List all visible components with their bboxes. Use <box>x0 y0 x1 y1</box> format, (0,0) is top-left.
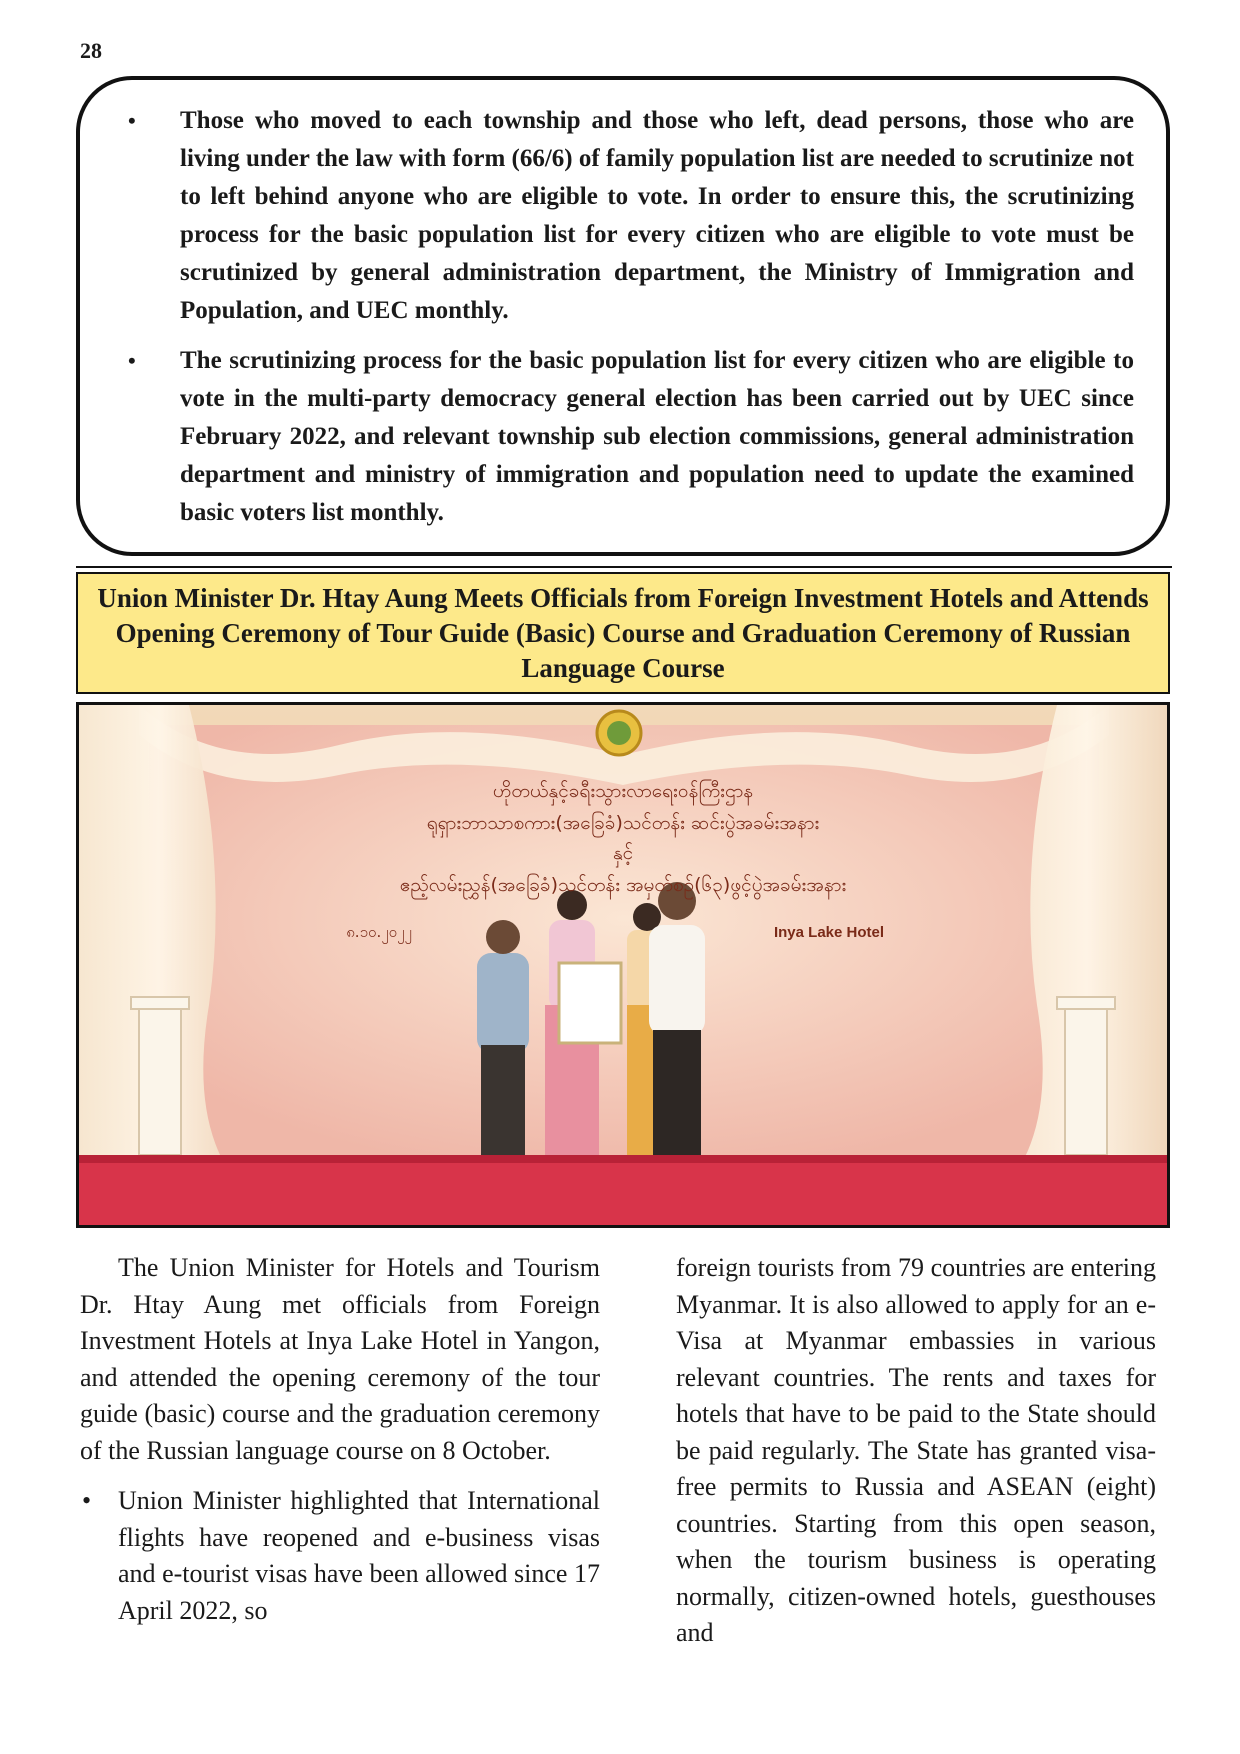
presenter-figure <box>477 920 529 1155</box>
info-bullet-text: The scrutinizing process for the basic population list for every citizen who are eligible to vote in the multi-party democracy general election has been carried out by UEC since February 2022, and relevant township sub election commissions, general administration department and ministry of immigration and population need to update the examined basic voters list monthly. <box>180 347 1134 526</box>
article-column-right <box>676 1250 1156 1652</box>
article-headline: Union Minister Dr. Htay Aung Meets Officials from Foreign Investment Hotels and Attends Opening Ceremony of Tour Guide (Basic) Course and Graduation Ceremony of Russian Language Course <box>97 582 1149 683</box>
section-divider <box>76 566 1172 568</box>
article-headline-box <box>76 572 1170 694</box>
banner-line: ဟိုတယ်နှင့်ခရီးသွားလာရေးဝန်ကြီးဌာန <box>492 780 754 802</box>
ceremony-photo <box>76 702 1170 1228</box>
banner-venue: Inya Lake Hotel <box>773 924 885 941</box>
info-bullet-list <box>110 102 1134 544</box>
banner-line: ဧည့်လမ်းညွှန်(အခြေခံ)သင်တန်း အမှတ်စဉ်(၆၃)ဖွင့်ပွဲအခမ်းအနား <box>399 874 847 896</box>
info-bullet-item <box>110 102 1134 330</box>
banner-line: ရုရှားဘာသာစကား(အခြေခံ)သင်တန်း ဆင်းပွဲအခမ်းအနား <box>426 812 820 834</box>
bullet-icon: • <box>128 348 136 373</box>
banner-line: နှင့် <box>612 842 634 864</box>
info-bullet-item <box>110 342 1134 532</box>
article-paragraph: foreign tourists from 79 countries are entering Myanmar. It is also allowed to apply for an e-Visa at Myanmar embassies in various relevant countries. The rents and taxes for hotels that have to be paid to the State should be paid regularly. The State has granted visa-free permits to Russia and ASEAN (eight) countries. Starting from this open season, when the tourism business is operating normally, citizen-owned hotels, guesthouses and <box>676 1253 1156 1647</box>
info-bullet-text: Those who moved to each township and those who left, dead persons, those who are living under the law with form (66/6) of family population list are needed to scrutinize not to left behind anyone who are eligible to vote. In order to ensure this, the scrutinizing process for the basic population list for every citizen who are eligible to vote must be scrutinized by general administration department, the Ministry of Immigration and Population, and UEC monthly. <box>180 107 1134 324</box>
bullet-icon: • <box>82 1486 92 1515</box>
article-paragraph: The Union Minister for Hotels and Tourism Dr. Htay Aung met officials from Foreign Investment Hotels at Inya Lake Hotel in Yangon, and attended the opening ceremony of the tour guide (basic) course and the graduation ceremony of the Russian language course on 8 October. <box>80 1253 600 1465</box>
bullet-icon: • <box>128 108 136 133</box>
banner-date: ၈.၁၀.၂၀၂၂ <box>346 923 412 941</box>
article-bullet-paragraph <box>80 1483 600 1629</box>
info-box <box>76 76 1170 556</box>
certificate-icon <box>559 963 621 1043</box>
article-column-left <box>80 1250 600 1629</box>
page-number: 28 <box>80 38 102 63</box>
article-bullet-text: Union Minister highlighted that International flights have reopened and e-business visas and e-tourist visas have been allowed since 17 April 2022, so <box>118 1486 600 1625</box>
